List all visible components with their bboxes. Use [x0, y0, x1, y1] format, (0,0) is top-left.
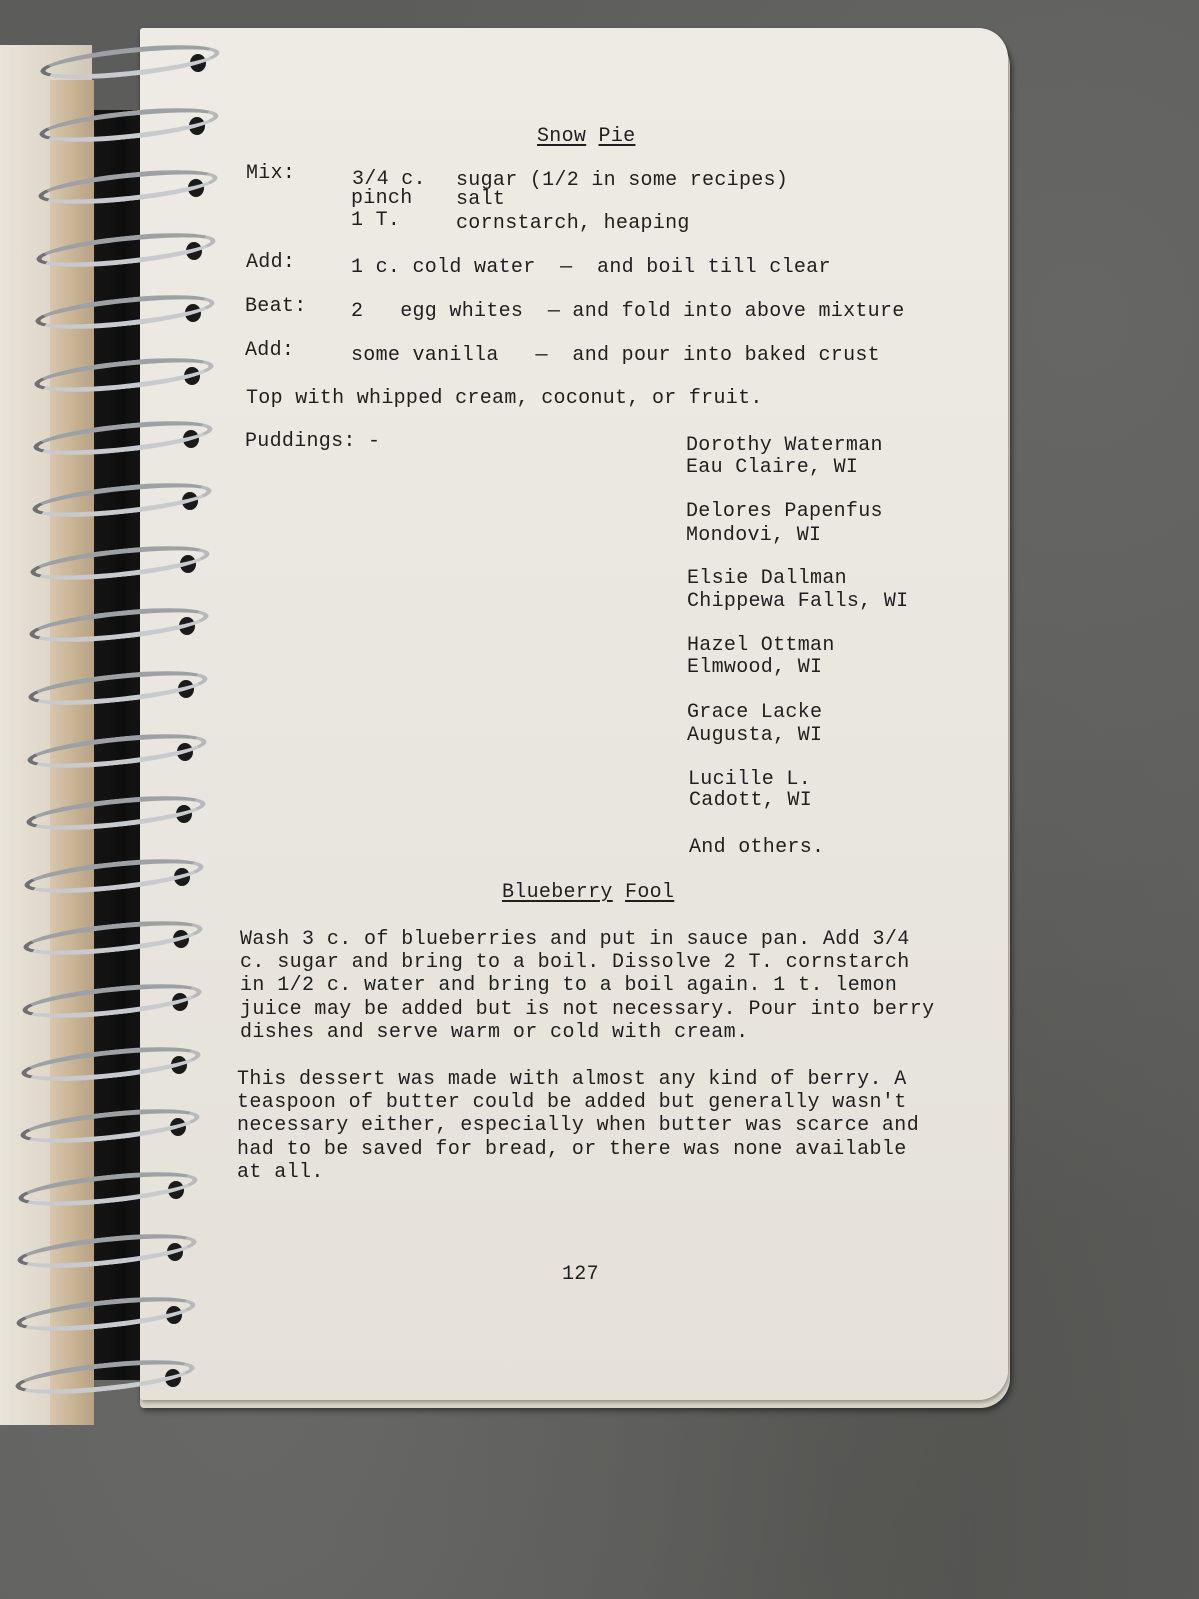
mix-qty-2: pinch: [351, 187, 413, 210]
blueberry-fool-title: [502, 882, 674, 904]
mix-qty-3: 1 T.: [351, 209, 401, 232]
blueberry-fool-paragraph-1: Wash 3 c. of blueberries and put in sauce pan. Add 3/4 c. sugar and bring to a boil. Dissolve 2 T. cornstarch in 1/2 c. water and bring to a boil again. 1 t. lemon juice may be added but is not necessary. Pour into berry dishes and serve warm or cold with cream.: [240, 928, 935, 1044]
contributor-place: Elmwood, WI: [687, 656, 823, 679]
contributor-place: Augusta, WI: [687, 724, 823, 747]
blueberry-fool-title-word2: Fool: [625, 881, 675, 904]
spiral-coil: [20, 1112, 185, 1142]
spiral-coil: [15, 1363, 180, 1393]
page-number: 127: [562, 1263, 599, 1286]
spiral-coil: [17, 1237, 182, 1267]
spiral-coil: [26, 799, 191, 829]
spiral-coil: [29, 611, 194, 641]
puddings-text: Puddings: -: [245, 430, 381, 453]
spiral-coil: [40, 48, 205, 78]
contributor-place: Cadott, WI: [689, 789, 813, 812]
spiral-coil: [34, 361, 199, 391]
cookbook-page: [140, 28, 1008, 1400]
step-label-beat: Beat:: [245, 295, 307, 318]
spiral-coil: [16, 1300, 181, 1330]
contributor-name: Dorothy Waterman: [686, 434, 883, 457]
spiral-coil: [36, 236, 201, 266]
contributor-name: Grace Lacke: [687, 701, 823, 724]
blueberry-fool-paragraph-2: This dessert was made with almost any kind of berry. A teaspoon of butter could be added but generally wasn't necessary either, especially when butter was scarce and had to be saved for bread, or there was none available at all.: [237, 1068, 920, 1184]
spiral-coil: [23, 924, 188, 954]
spiral-coil: [39, 111, 204, 141]
spiral-coil: [24, 862, 189, 892]
top-with-text: Top with whipped cream, coconut, or fruit.: [246, 387, 763, 410]
contributor-place: Chippewa Falls, WI: [687, 590, 909, 613]
spiral-coil: [38, 173, 203, 203]
spiral-coil: [22, 987, 187, 1017]
step-text-add-1: 1 c. cold water — and boil till clear: [351, 256, 831, 279]
snow-pie-title-word1: Snow: [537, 125, 587, 148]
mix-item-3: cornstarch, heaping: [456, 212, 690, 235]
spiral-coil: [30, 549, 195, 579]
spiral-coil: [27, 737, 192, 767]
step-label-add-1: Add:: [246, 251, 296, 274]
step-text-add-2: some vanilla — and pour into baked crust: [351, 344, 880, 367]
spiral-coil: [21, 1050, 186, 1080]
blueberry-fool-title-word1: Blueberry: [502, 881, 613, 904]
spiral-coil: [28, 674, 193, 704]
and-others-text: And others.: [689, 836, 825, 859]
spiral-coil: [33, 424, 198, 454]
mix-item-2: salt: [456, 188, 506, 211]
snow-pie-title-word2: Pie: [598, 125, 636, 148]
spiral-coil: [32, 486, 197, 516]
spiral-coil: [35, 298, 200, 328]
step-text-beat: 2 egg whites — and fold into above mixture: [351, 300, 905, 323]
contributor-name: Hazel Ottman: [687, 634, 835, 657]
mix-item-1: sugar (1/2 in some recipes): [456, 169, 789, 192]
step-label-add-2: Add:: [245, 339, 295, 362]
contributor-name: Delores Papenfus: [686, 500, 883, 523]
contributor-place: Mondovi, WI: [686, 524, 822, 547]
mix-qty-1: 3/4 c.: [352, 168, 426, 191]
spiral-coil: [18, 1175, 183, 1205]
mix-label: Mix:: [246, 162, 296, 185]
contributor-name: Lucille L.: [688, 768, 812, 791]
contributor-name: Elsie Dallman: [687, 567, 847, 590]
snow-pie-title: [537, 126, 635, 148]
contributor-place: Eau Claire, WI: [686, 456, 859, 479]
